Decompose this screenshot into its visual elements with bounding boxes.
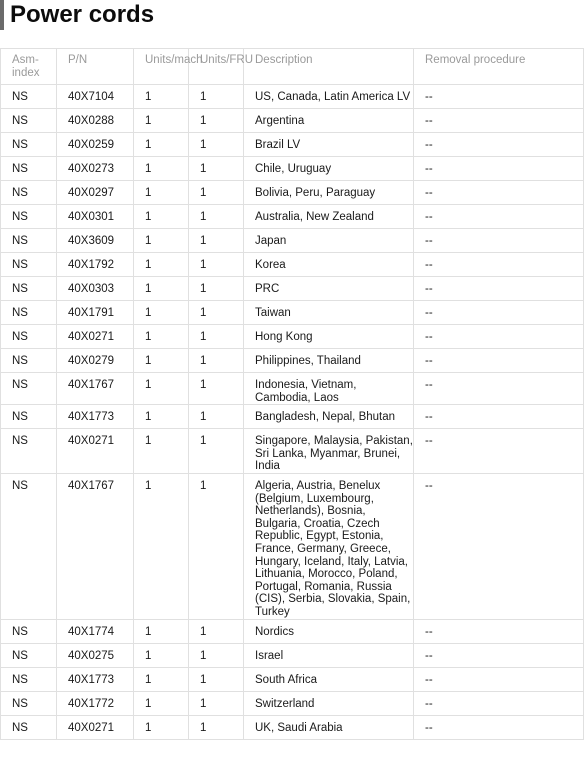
cell-description: Bangladesh, Nepal, Bhutan xyxy=(244,405,414,429)
cell-part-number: 40X0275 xyxy=(57,643,134,667)
table-row xyxy=(1,619,584,643)
cell-part-number: 40X1772 xyxy=(57,691,134,715)
table-header-row xyxy=(1,49,584,85)
cell-units-fru: 1 xyxy=(189,301,244,325)
cell-asm-index: NS xyxy=(1,667,57,691)
cell-part-number: 40X0303 xyxy=(57,277,134,301)
cell-description: Hong Kong xyxy=(244,325,414,349)
table-row xyxy=(1,85,584,109)
cell-units-mach: 1 xyxy=(134,643,189,667)
cell-description: Brazil LV xyxy=(244,133,414,157)
cell-removal-procedure: -- xyxy=(414,85,584,109)
cell-part-number: 40X0279 xyxy=(57,349,134,373)
cell-description: Bolivia, Peru, Paraguay xyxy=(244,181,414,205)
cell-asm-index: NS xyxy=(1,325,57,349)
cell-part-number: 40X1767 xyxy=(57,373,134,405)
cell-part-number: 40X1774 xyxy=(57,619,134,643)
cell-units-fru: 1 xyxy=(189,667,244,691)
cell-units-fru: 1 xyxy=(189,133,244,157)
table-row xyxy=(1,325,584,349)
cell-units-fru: 1 xyxy=(189,325,244,349)
cell-units-fru: 1 xyxy=(189,157,244,181)
cell-removal-procedure: -- xyxy=(414,349,584,373)
cell-removal-procedure: -- xyxy=(414,133,584,157)
cell-units-mach: 1 xyxy=(134,405,189,429)
cell-units-mach: 1 xyxy=(134,301,189,325)
cell-units-mach: 1 xyxy=(134,429,189,474)
cell-description: Chile, Uruguay xyxy=(244,157,414,181)
cell-part-number: 40X1773 xyxy=(57,667,134,691)
cell-units-mach: 1 xyxy=(134,619,189,643)
table-row xyxy=(1,473,584,619)
column-header-description: Description xyxy=(244,49,414,85)
cell-units-fru: 1 xyxy=(189,85,244,109)
cell-units-mach: 1 xyxy=(134,373,189,405)
cell-asm-index: NS xyxy=(1,181,57,205)
cell-asm-index: NS xyxy=(1,157,57,181)
table-body xyxy=(1,85,584,740)
cell-asm-index: NS xyxy=(1,643,57,667)
cell-removal-procedure: -- xyxy=(414,667,584,691)
cell-description: US, Canada, Latin America LV xyxy=(244,85,414,109)
table-row xyxy=(1,349,584,373)
cell-part-number: 40X0273 xyxy=(57,157,134,181)
cell-removal-procedure: -- xyxy=(414,205,584,229)
table-row xyxy=(1,205,584,229)
column-header-removal-procedure: Removal procedure xyxy=(414,49,584,85)
cell-part-number: 40X1792 xyxy=(57,253,134,277)
table-row xyxy=(1,405,584,429)
cell-asm-index: NS xyxy=(1,253,57,277)
cell-part-number: 40X0297 xyxy=(57,181,134,205)
cell-units-mach: 1 xyxy=(134,715,189,739)
cell-units-mach: 1 xyxy=(134,325,189,349)
table-row xyxy=(1,109,584,133)
cell-description: Japan xyxy=(244,229,414,253)
table-row xyxy=(1,229,584,253)
cell-description: Australia, New Zealand xyxy=(244,205,414,229)
cell-units-fru: 1 xyxy=(189,349,244,373)
cell-removal-procedure: -- xyxy=(414,691,584,715)
cell-units-mach: 1 xyxy=(134,157,189,181)
cell-asm-index: NS xyxy=(1,715,57,739)
cell-asm-index: NS xyxy=(1,277,57,301)
cell-units-fru: 1 xyxy=(189,691,244,715)
table-row xyxy=(1,373,584,405)
cell-part-number: 40X1773 xyxy=(57,405,134,429)
cell-units-mach: 1 xyxy=(134,109,189,133)
cell-description: Singapore, Malaysia, Pakistan, Sri Lanka, Myanmar, Brunei, India xyxy=(244,429,414,474)
cell-units-fru: 1 xyxy=(189,253,244,277)
cell-removal-procedure: -- xyxy=(414,253,584,277)
cell-units-fru: 1 xyxy=(189,643,244,667)
page-title: Power cords xyxy=(0,0,154,30)
cell-units-mach: 1 xyxy=(134,277,189,301)
cell-part-number: 40X0271 xyxy=(57,715,134,739)
cell-units-fru: 1 xyxy=(189,109,244,133)
table-row xyxy=(1,157,584,181)
cell-asm-index: NS xyxy=(1,85,57,109)
cell-units-mach: 1 xyxy=(134,667,189,691)
cell-units-fru: 1 xyxy=(189,473,244,619)
cell-asm-index: NS xyxy=(1,619,57,643)
table-row xyxy=(1,667,584,691)
cell-units-mach: 1 xyxy=(134,349,189,373)
cell-asm-index: NS xyxy=(1,405,57,429)
cell-units-fru: 1 xyxy=(189,405,244,429)
column-header-asm-index: Asm-index xyxy=(1,49,57,85)
cell-part-number: 40X3609 xyxy=(57,229,134,253)
cell-description: Nordics xyxy=(244,619,414,643)
cell-part-number: 40X0259 xyxy=(57,133,134,157)
table-row xyxy=(1,429,584,474)
cell-asm-index: NS xyxy=(1,205,57,229)
cell-units-mach: 1 xyxy=(134,85,189,109)
cell-part-number: 40X0301 xyxy=(57,205,134,229)
cell-units-fru: 1 xyxy=(189,429,244,474)
cell-asm-index: NS xyxy=(1,349,57,373)
cell-part-number: 40X7104 xyxy=(57,85,134,109)
cell-removal-procedure: -- xyxy=(414,301,584,325)
cell-description: Korea xyxy=(244,253,414,277)
cell-removal-procedure: -- xyxy=(414,619,584,643)
cell-asm-index: NS xyxy=(1,429,57,474)
cell-removal-procedure: -- xyxy=(414,157,584,181)
table-row xyxy=(1,133,584,157)
cell-removal-procedure: -- xyxy=(414,373,584,405)
cell-part-number: 40X0271 xyxy=(57,325,134,349)
cell-description: Taiwan xyxy=(244,301,414,325)
table-row xyxy=(1,253,584,277)
table-row xyxy=(1,715,584,739)
cell-units-fru: 1 xyxy=(189,277,244,301)
table-row xyxy=(1,301,584,325)
cell-asm-index: NS xyxy=(1,373,57,405)
cell-removal-procedure: -- xyxy=(414,325,584,349)
cell-asm-index: NS xyxy=(1,229,57,253)
table-row xyxy=(1,643,584,667)
cell-description: Indonesia, Vietnam, Cambodia, Laos xyxy=(244,373,414,405)
cell-units-fru: 1 xyxy=(189,229,244,253)
cell-units-fru: 1 xyxy=(189,715,244,739)
cell-asm-index: NS xyxy=(1,473,57,619)
cell-asm-index: NS xyxy=(1,133,57,157)
power-cords-table xyxy=(0,48,584,740)
column-header-units-mach: Units/mach xyxy=(134,49,189,85)
cell-units-mach: 1 xyxy=(134,229,189,253)
cell-asm-index: NS xyxy=(1,109,57,133)
cell-units-fru: 1 xyxy=(189,373,244,405)
cell-removal-procedure: -- xyxy=(414,181,584,205)
cell-description: South Africa xyxy=(244,667,414,691)
cell-asm-index: NS xyxy=(1,301,57,325)
table-row xyxy=(1,181,584,205)
cell-description: Philippines, Thailand xyxy=(244,349,414,373)
table-row xyxy=(1,691,584,715)
cell-units-mach: 1 xyxy=(134,133,189,157)
column-header-pn: P/N xyxy=(57,49,134,85)
cell-removal-procedure: -- xyxy=(414,473,584,619)
cell-description: Israel xyxy=(244,643,414,667)
cell-part-number: 40X0271 xyxy=(57,429,134,474)
table-row xyxy=(1,277,584,301)
cell-units-mach: 1 xyxy=(134,473,189,619)
cell-description: Algeria, Austria, Benelux (Belgium, Luxembourg, Netherlands), Bosnia, Bulgaria, Croatia, Czech Republic, Egypt, Estonia, France, Germany, Greece, Hungary, Iceland, Italy, Latvia, Lithuania, Morocco, Poland, Portugal, Romania, Russia (CIS), Serbia, Slovakia, Spain, Turkey xyxy=(244,473,414,619)
cell-units-fru: 1 xyxy=(189,205,244,229)
column-header-units-fru: Units/FRU xyxy=(189,49,244,85)
cell-removal-procedure: -- xyxy=(414,109,584,133)
cell-removal-procedure: -- xyxy=(414,715,584,739)
cell-part-number: 40X0288 xyxy=(57,109,134,133)
cell-description: Switzerland xyxy=(244,691,414,715)
cell-removal-procedure: -- xyxy=(414,643,584,667)
cell-units-fru: 1 xyxy=(189,619,244,643)
cell-units-mach: 1 xyxy=(134,181,189,205)
cell-part-number: 40X1767 xyxy=(57,473,134,619)
cell-description: PRC xyxy=(244,277,414,301)
cell-asm-index: NS xyxy=(1,691,57,715)
cell-removal-procedure: -- xyxy=(414,429,584,474)
cell-units-mach: 1 xyxy=(134,691,189,715)
cell-units-mach: 1 xyxy=(134,253,189,277)
cell-removal-procedure: -- xyxy=(414,405,584,429)
cell-units-fru: 1 xyxy=(189,181,244,205)
cell-description: Argentina xyxy=(244,109,414,133)
cell-part-number: 40X1791 xyxy=(57,301,134,325)
cell-removal-procedure: -- xyxy=(414,277,584,301)
cell-description: UK, Saudi Arabia xyxy=(244,715,414,739)
cell-units-mach: 1 xyxy=(134,205,189,229)
cell-removal-procedure: -- xyxy=(414,229,584,253)
